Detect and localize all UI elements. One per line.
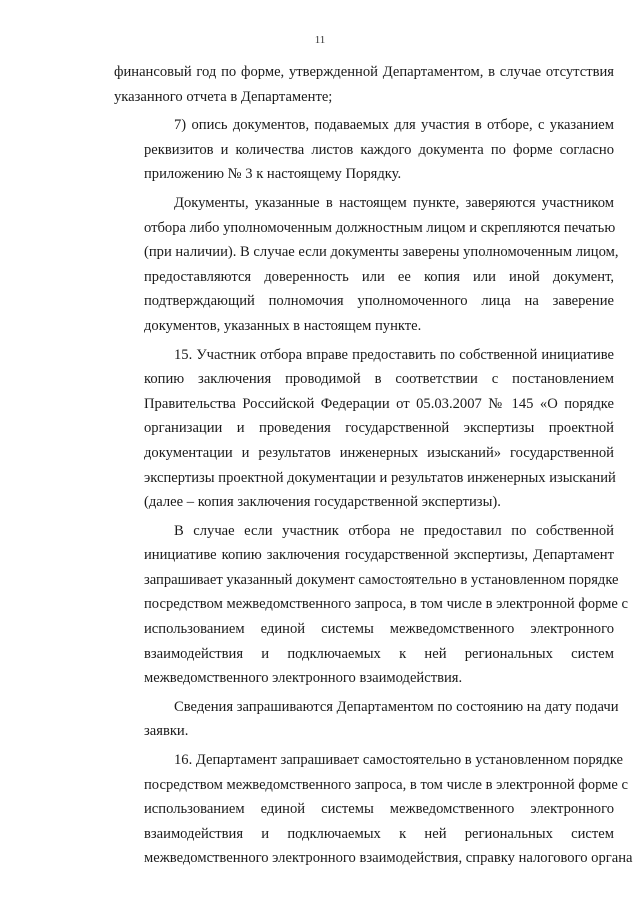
document-body bbox=[114, 60, 633, 871]
text-line: копию заключения проводимой в соответствии с постановлением bbox=[144, 371, 614, 388]
text-line: межведомственного электронного взаимодействия, справку налогового органа bbox=[144, 850, 633, 867]
text-line: В случае если участник отбора не предоставил по собственной bbox=[174, 522, 614, 539]
text-line: предоставляются доверенность или ее копия или иной документ, bbox=[144, 268, 614, 285]
text-line: взаимодействия и подключаемых к ней региональных систем bbox=[144, 825, 614, 842]
paragraph bbox=[114, 519, 628, 691]
text-line: (при наличии). В случае если документы заверены уполномоченным лицом, bbox=[144, 244, 619, 261]
text-line: 15. Участник отбора вправе предоставить по собственной инициативе bbox=[174, 346, 614, 363]
text-line: взаимодействия и подключаемых к ней региональных систем bbox=[144, 645, 614, 662]
text-line: посредством межведомственного запроса, в том числе в электронной форме с bbox=[144, 596, 628, 613]
text-line: указанного отчета в Департаменте; bbox=[114, 88, 333, 105]
text-line: межведомственного электронного взаимодействия. bbox=[144, 670, 463, 687]
paragraph bbox=[114, 60, 614, 109]
text-line: экспертизы проектной документации и результатов инженерных изысканий bbox=[144, 469, 616, 486]
page-number: 11 bbox=[314, 34, 326, 46]
text-line: организации и проведения государственной экспертизы проектной bbox=[144, 420, 614, 437]
paragraph bbox=[114, 113, 614, 187]
paragraph bbox=[114, 191, 619, 339]
text-line: приложению № 3 к настоящему Порядку. bbox=[144, 166, 402, 183]
text-line: запрашивает указанный документ самостоятельно в установленном порядке bbox=[144, 571, 619, 588]
text-line: подтверждающий полномочия уполномоченного лица на заверение bbox=[144, 293, 614, 310]
text-line: Правительства Российской Федерации от 05.03.2007 № 145 «О порядке bbox=[144, 395, 614, 412]
text-line: документации и результатов инженерных изысканий» государственной bbox=[144, 444, 614, 461]
text-line: документов, указанных в настоящем пункте. bbox=[144, 317, 422, 334]
text-line: инициативе копию заключения государственной экспертизы, Департамент bbox=[144, 547, 614, 564]
text-line: 7) опись документов, подаваемых для участия в отборе, с указанием bbox=[174, 117, 614, 134]
paragraph bbox=[114, 343, 614, 515]
paragraph bbox=[114, 695, 619, 744]
text-line: реквизитов и количества листов каждого документа по форме согласно bbox=[144, 141, 614, 158]
text-line: 16. Департамент запрашивает самостоятельно в установленном порядке bbox=[174, 752, 623, 769]
text-line: финансовый год по форме, утвержденной Департаментом, в случае отсутствия bbox=[114, 64, 614, 80]
text-line: (далее – копия заключения государственной экспертизы). bbox=[144, 494, 501, 511]
text-line: отбора либо уполномоченным должностным лицом и скрепляются печатью bbox=[144, 219, 616, 236]
paragraph bbox=[114, 748, 633, 871]
text-line: Документы, указанные в настоящем пункте, заверяются участником bbox=[174, 194, 614, 211]
text-line: использованием единой системы межведомственного электронного bbox=[144, 621, 614, 638]
text-line: заявки. bbox=[144, 723, 189, 740]
text-line: Сведения запрашиваются Департаментом по состоянию на дату подачи bbox=[174, 698, 619, 715]
text-line: посредством межведомственного запроса, в том числе в электронной форме с bbox=[144, 776, 628, 793]
text-line: использованием единой системы межведомственного электронного bbox=[144, 801, 614, 818]
